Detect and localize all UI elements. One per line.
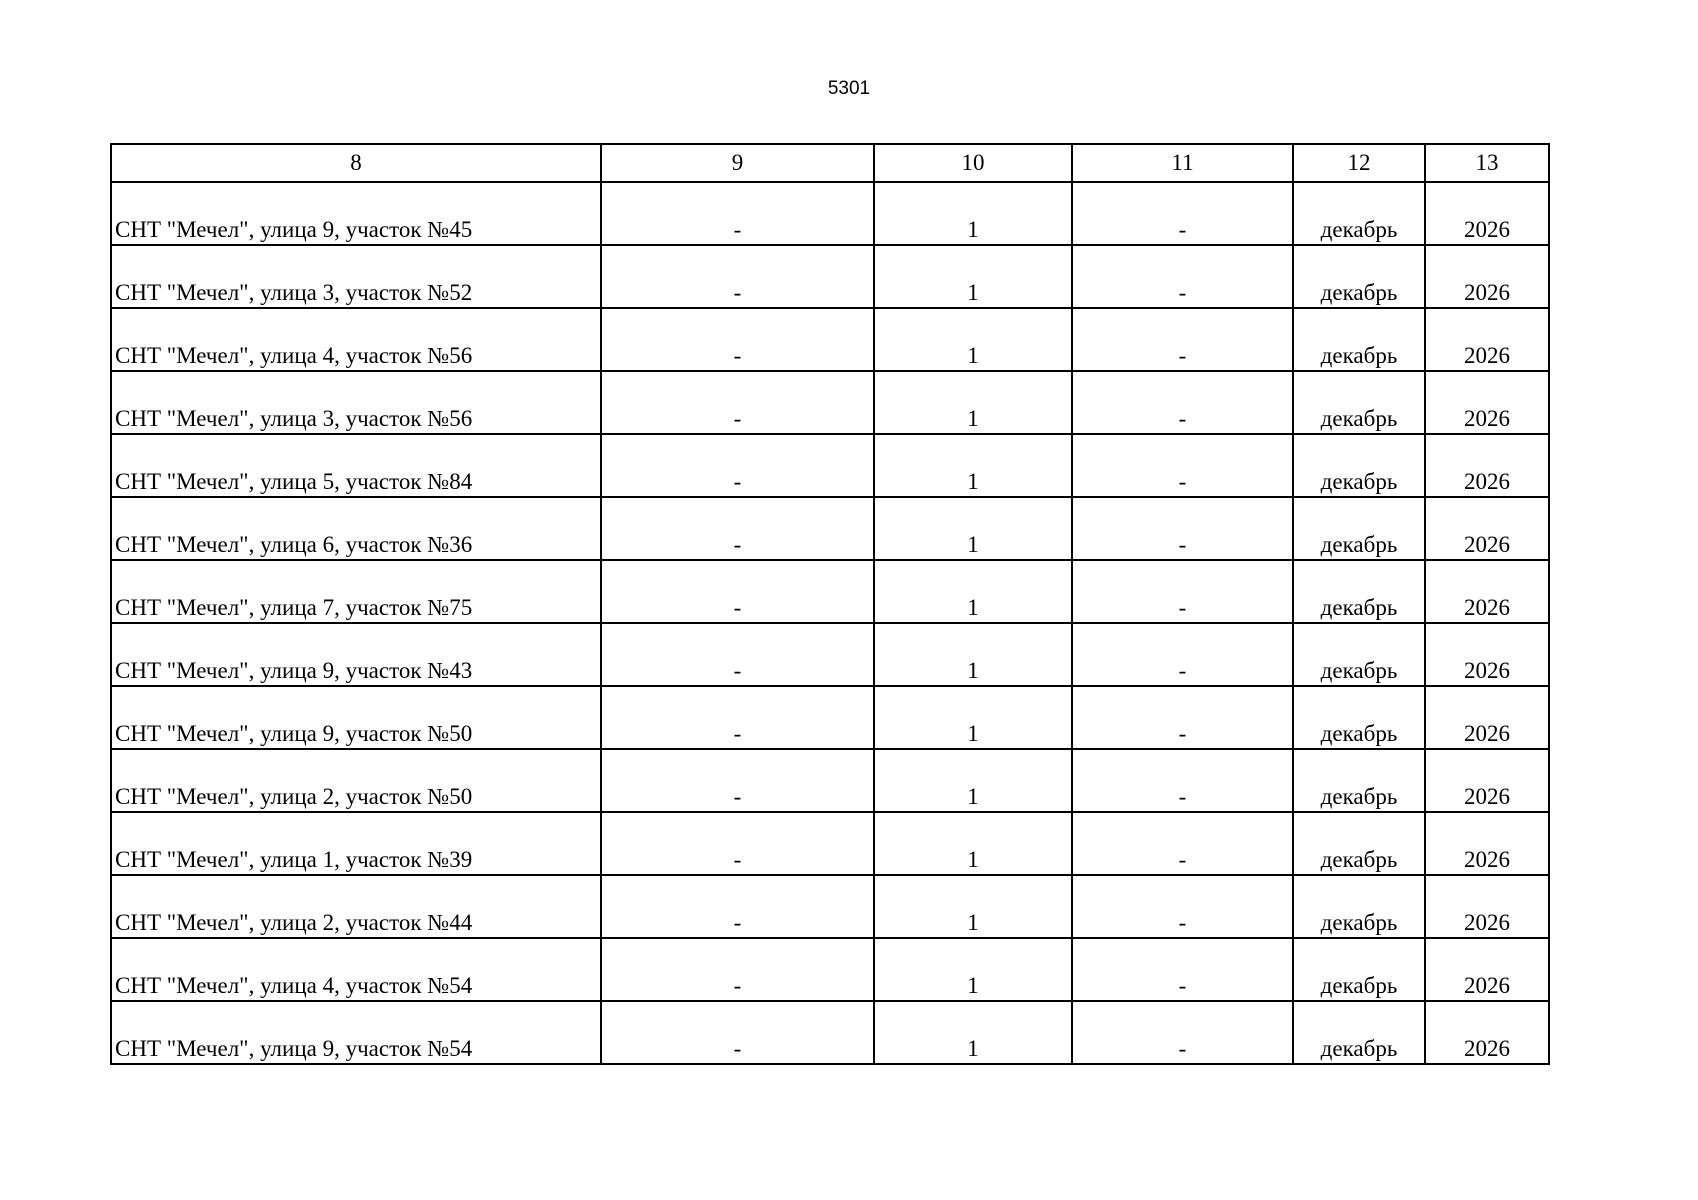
month-cell: декабрь bbox=[1293, 371, 1425, 434]
table-row bbox=[111, 560, 1549, 623]
table-row bbox=[111, 686, 1549, 749]
col9-cell: - bbox=[601, 245, 874, 308]
year-cell: 2026 bbox=[1425, 686, 1549, 749]
table-row bbox=[111, 623, 1549, 686]
year-cell: 2026 bbox=[1425, 812, 1549, 875]
month-cell: декабрь bbox=[1293, 245, 1425, 308]
address-cell: СНТ "Мечел", улица 1, участок №39 bbox=[111, 812, 601, 875]
table-row bbox=[111, 371, 1549, 434]
month-cell: декабрь bbox=[1293, 1001, 1425, 1064]
col11-cell: - bbox=[1072, 560, 1293, 623]
col11-cell: - bbox=[1072, 434, 1293, 497]
month-cell: декабрь bbox=[1293, 434, 1425, 497]
table-row bbox=[111, 497, 1549, 560]
address-cell: СНТ "Мечел", улица 4, участок №56 bbox=[111, 308, 601, 371]
address-cell: СНТ "Мечел", улица 4, участок №54 bbox=[111, 938, 601, 1001]
year-cell: 2026 bbox=[1425, 1001, 1549, 1064]
col9-cell: - bbox=[601, 938, 874, 1001]
col10-cell: 1 bbox=[874, 308, 1072, 371]
table-header bbox=[111, 144, 1549, 182]
col11-cell: - bbox=[1072, 371, 1293, 434]
column-header: 10 bbox=[874, 144, 1072, 182]
month-cell: декабрь bbox=[1293, 686, 1425, 749]
month-cell: декабрь bbox=[1293, 812, 1425, 875]
col10-cell: 1 bbox=[874, 497, 1072, 560]
address-cell: СНТ "Мечел", улица 3, участок №56 bbox=[111, 371, 601, 434]
address-cell: СНТ "Мечел", улица 2, участок №50 bbox=[111, 749, 601, 812]
col10-cell: 1 bbox=[874, 245, 1072, 308]
col10-cell: 1 bbox=[874, 182, 1072, 245]
col10-cell: 1 bbox=[874, 938, 1072, 1001]
col9-cell: - bbox=[601, 1001, 874, 1064]
col10-cell: 1 bbox=[874, 875, 1072, 938]
header-row bbox=[111, 144, 1549, 182]
year-cell: 2026 bbox=[1425, 371, 1549, 434]
col11-cell: - bbox=[1072, 623, 1293, 686]
month-cell: декабрь bbox=[1293, 308, 1425, 371]
col10-cell: 1 bbox=[874, 812, 1072, 875]
col11-cell: - bbox=[1072, 182, 1293, 245]
year-cell: 2026 bbox=[1425, 749, 1549, 812]
year-cell: 2026 bbox=[1425, 308, 1549, 371]
col10-cell: 1 bbox=[874, 371, 1072, 434]
month-cell: декабрь bbox=[1293, 749, 1425, 812]
col11-cell: - bbox=[1072, 749, 1293, 812]
table-row bbox=[111, 434, 1549, 497]
col9-cell: - bbox=[601, 371, 874, 434]
col10-cell: 1 bbox=[874, 560, 1072, 623]
year-cell: 2026 bbox=[1425, 938, 1549, 1001]
table-row bbox=[111, 938, 1549, 1001]
table-row bbox=[111, 749, 1549, 812]
column-header: 9 bbox=[601, 144, 874, 182]
address-cell: СНТ "Мечел", улица 9, участок №50 bbox=[111, 686, 601, 749]
address-cell: СНТ "Мечел", улица 2, участок №44 bbox=[111, 875, 601, 938]
col9-cell: - bbox=[601, 308, 874, 371]
year-cell: 2026 bbox=[1425, 623, 1549, 686]
table-row bbox=[111, 182, 1549, 245]
column-header: 13 bbox=[1425, 144, 1549, 182]
table-row bbox=[111, 1001, 1549, 1064]
data-table bbox=[110, 143, 1550, 1065]
year-cell: 2026 bbox=[1425, 245, 1549, 308]
col10-cell: 1 bbox=[874, 1001, 1072, 1064]
col9-cell: - bbox=[601, 497, 874, 560]
table-row bbox=[111, 812, 1549, 875]
month-cell: декабрь bbox=[1293, 623, 1425, 686]
month-cell: декабрь bbox=[1293, 497, 1425, 560]
year-cell: 2026 bbox=[1425, 875, 1549, 938]
column-header: 8 bbox=[111, 144, 601, 182]
table-row bbox=[111, 245, 1549, 308]
table-body bbox=[111, 182, 1549, 1064]
col9-cell: - bbox=[601, 875, 874, 938]
address-cell: СНТ "Мечел", улица 9, участок №43 bbox=[111, 623, 601, 686]
col11-cell: - bbox=[1072, 497, 1293, 560]
year-cell: 2026 bbox=[1425, 497, 1549, 560]
col11-cell: - bbox=[1072, 875, 1293, 938]
col10-cell: 1 bbox=[874, 623, 1072, 686]
address-cell: СНТ "Мечел", улица 3, участок №52 bbox=[111, 245, 601, 308]
year-cell: 2026 bbox=[1425, 434, 1549, 497]
year-cell: 2026 bbox=[1425, 560, 1549, 623]
col10-cell: 1 bbox=[874, 434, 1072, 497]
table-row bbox=[111, 875, 1549, 938]
col10-cell: 1 bbox=[874, 749, 1072, 812]
col9-cell: - bbox=[601, 686, 874, 749]
year-cell: 2026 bbox=[1425, 182, 1549, 245]
col11-cell: - bbox=[1072, 938, 1293, 1001]
col9-cell: - bbox=[601, 434, 874, 497]
col10-cell: 1 bbox=[874, 686, 1072, 749]
month-cell: декабрь bbox=[1293, 875, 1425, 938]
month-cell: декабрь bbox=[1293, 560, 1425, 623]
column-header: 12 bbox=[1293, 144, 1425, 182]
address-cell: СНТ "Мечел", улица 6, участок №36 bbox=[111, 497, 601, 560]
address-cell: СНТ "Мечел", улица 9, участок №45 bbox=[111, 182, 601, 245]
address-cell: СНТ "Мечел", улица 7, участок №75 bbox=[111, 560, 601, 623]
table-row bbox=[111, 308, 1549, 371]
col9-cell: - bbox=[601, 812, 874, 875]
col11-cell: - bbox=[1072, 308, 1293, 371]
address-cell: СНТ "Мечел", улица 5, участок №84 bbox=[111, 434, 601, 497]
page-number: 5301 bbox=[827, 78, 871, 99]
col9-cell: - bbox=[601, 560, 874, 623]
col11-cell: - bbox=[1072, 1001, 1293, 1064]
col9-cell: - bbox=[601, 182, 874, 245]
col11-cell: - bbox=[1072, 686, 1293, 749]
col11-cell: - bbox=[1072, 812, 1293, 875]
col9-cell: - bbox=[601, 623, 874, 686]
col9-cell: - bbox=[601, 749, 874, 812]
address-cell: СНТ "Мечел", улица 9, участок №54 bbox=[111, 1001, 601, 1064]
month-cell: декабрь bbox=[1293, 182, 1425, 245]
column-header: 11 bbox=[1072, 144, 1293, 182]
col11-cell: - bbox=[1072, 245, 1293, 308]
month-cell: декабрь bbox=[1293, 938, 1425, 1001]
